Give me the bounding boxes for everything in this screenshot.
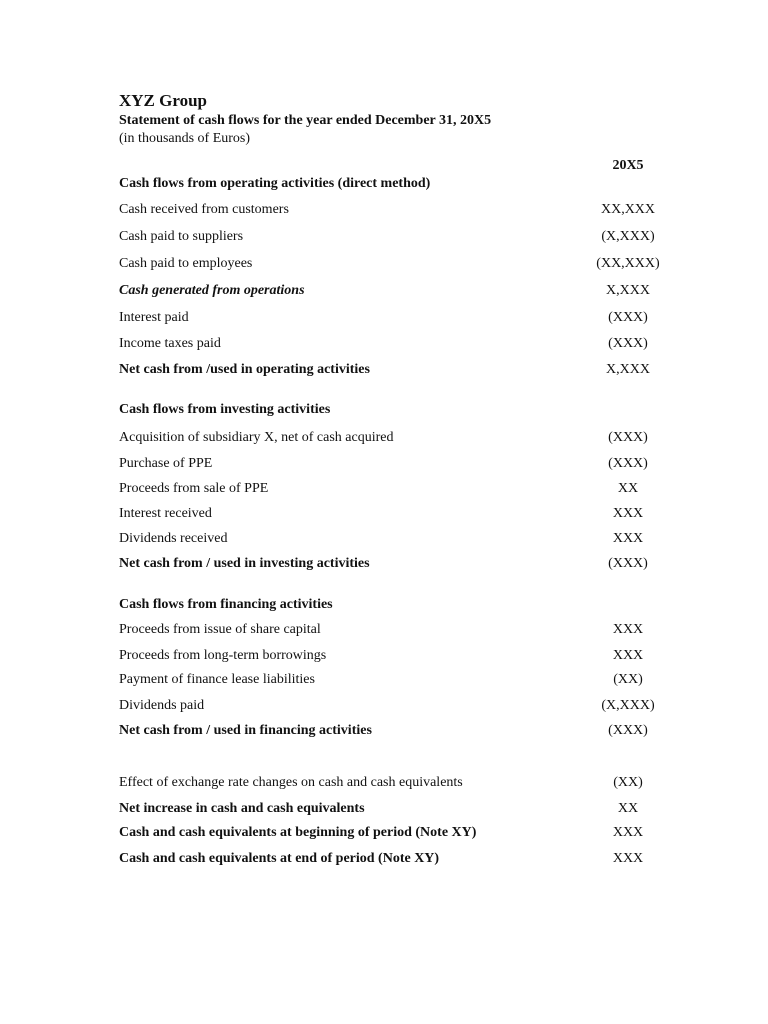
- statement-row: [119, 721, 688, 741]
- row-label: Payment of finance lease liabilities: [119, 672, 315, 687]
- row-label: Net increase in cash and cash equivalents: [119, 801, 365, 816]
- row-amount: XX,XXX: [600, 202, 656, 217]
- row-label: Cash generated from operations: [119, 283, 305, 298]
- row-label: Proceeds from issue of share capital: [119, 622, 321, 637]
- row-amount: (X,XXX): [601, 229, 655, 244]
- row-amount: XXX: [612, 531, 644, 546]
- statement-title: Statement of cash flows for the year ended December 31, 20X5: [119, 113, 492, 128]
- row-label: Cash and cash equivalents at beginning of period (Note XY): [119, 825, 477, 840]
- row-amount: (XX): [613, 672, 643, 687]
- statement-row: [119, 360, 688, 380]
- row-amount: XXX: [612, 825, 644, 840]
- section-heading: [119, 595, 688, 615]
- statement-row: [119, 454, 688, 474]
- statement-row: [119, 254, 688, 274]
- row-label: Net cash from / used in financing activities: [119, 723, 372, 738]
- row-label: Cash paid to employees: [119, 256, 253, 271]
- row-label: Cash flows from investing activities: [119, 402, 331, 417]
- row-amount: (XXX): [608, 336, 648, 351]
- statement-row: [119, 227, 688, 247]
- row-label: Interest received: [119, 506, 212, 521]
- row-label: Net cash from /used in operating activities: [119, 362, 370, 377]
- row-amount: XXX: [612, 622, 644, 637]
- row-label: Proceeds from sale of PPE: [119, 481, 269, 496]
- statement-row: [119, 799, 688, 819]
- row-amount: (XX,XXX): [596, 256, 660, 271]
- row-label: Interest paid: [119, 310, 189, 325]
- statement-row: [119, 670, 688, 690]
- row-label: Dividends paid: [119, 698, 205, 713]
- row-amount: (XXX): [608, 723, 648, 738]
- section-heading: [119, 400, 688, 420]
- year-column-header: 20X5: [612, 158, 644, 173]
- row-amount: XX: [617, 801, 639, 816]
- row-label: Proceeds from long-term borrowings: [119, 648, 327, 663]
- row-amount: XXX: [612, 851, 644, 866]
- row-label: Net cash from / used in investing activities: [119, 556, 370, 571]
- row-amount: XXX: [612, 648, 644, 663]
- statement-row: [119, 200, 688, 220]
- row-label: Income taxes paid: [119, 336, 221, 351]
- statement-row: [119, 773, 688, 793]
- row-label: Acquisition of subsidiary X, net of cash acquired: [119, 430, 394, 445]
- row-amount: (XXX): [608, 310, 648, 325]
- statement-row: [119, 281, 688, 301]
- statement-row: [119, 554, 688, 574]
- statement-row: [119, 696, 688, 716]
- row-label: Purchase of PPE: [119, 456, 213, 471]
- row-amount: X,XXX: [606, 283, 650, 298]
- row-label: Cash received from customers: [119, 202, 289, 217]
- statement-row: [119, 849, 688, 869]
- row-label: Effect of exchange rate changes on cash and cash equivalents: [119, 775, 463, 790]
- statement-row: [119, 479, 688, 499]
- row-amount: (XXX): [608, 456, 648, 471]
- row-amount: (XXX): [608, 430, 648, 445]
- statement-row: [119, 646, 688, 666]
- row-amount: XX: [617, 481, 639, 496]
- company-name: XYZ Group: [119, 91, 208, 110]
- statement-row: [119, 823, 688, 843]
- row-amount: (X,XXX): [601, 698, 655, 713]
- statement-row: [119, 504, 688, 524]
- row-amount: (XX): [613, 775, 643, 790]
- statement-row: [119, 334, 688, 354]
- row-label: Cash flows from financing activities: [119, 597, 333, 612]
- statement-row: [119, 620, 688, 640]
- unit-note: (in thousands of Euros): [119, 131, 251, 146]
- statement-row: [119, 529, 688, 549]
- row-amount: XXX: [612, 506, 644, 521]
- row-label: Dividends received: [119, 531, 228, 546]
- section-heading: [119, 174, 688, 194]
- statement-row: [119, 308, 688, 328]
- row-label: Cash and cash equivalents at end of period (Note XY): [119, 851, 440, 866]
- row-label: Cash paid to suppliers: [119, 229, 244, 244]
- statement-row: [119, 428, 688, 448]
- row-label: Cash flows from operating activities (direct method): [119, 176, 431, 191]
- row-amount: (XXX): [608, 556, 648, 571]
- row-amount: X,XXX: [606, 362, 650, 377]
